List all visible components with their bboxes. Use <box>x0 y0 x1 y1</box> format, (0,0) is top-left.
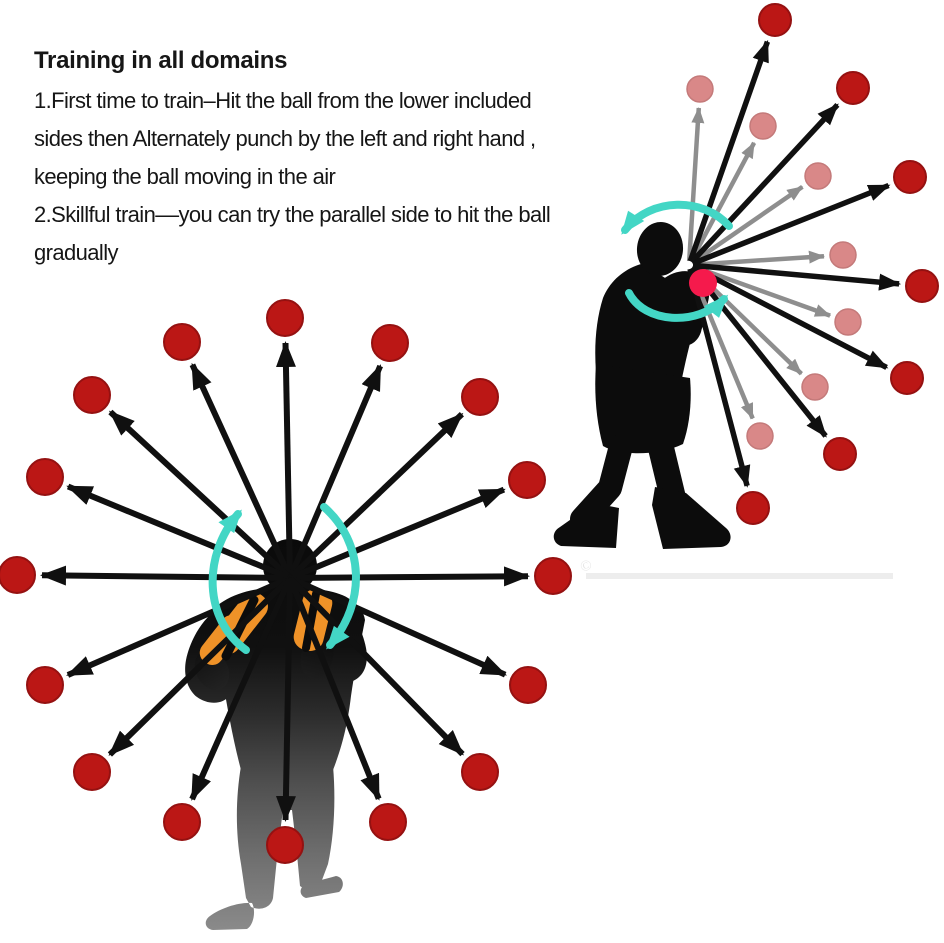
skilled-boxer-shorts <box>595 364 690 453</box>
skilled-crimson-layer <box>689 269 717 297</box>
skilled-boxer-back-boot <box>554 503 619 548</box>
reflex-ball-pink <box>805 163 831 189</box>
reflex-ball-dark-big <box>164 804 200 840</box>
reflex-ball-dark <box>759 4 791 36</box>
reflex-ball-dark <box>737 492 769 524</box>
reflex-ball-dark-big <box>27 667 63 703</box>
reflex-ball-dark-big <box>510 667 546 703</box>
reflex-ball-dark <box>824 438 856 470</box>
reflex-ball-dark-big <box>370 804 406 840</box>
reflex-ball-pink <box>835 309 861 335</box>
instruction-line: gradually <box>34 240 118 265</box>
reflex-ball-pink <box>747 423 773 449</box>
reflex-ball-dark-big <box>535 558 571 594</box>
reflex-ball-dark-big <box>509 462 545 498</box>
reflex-ball-dark-big <box>27 459 63 495</box>
reflex-ball-dark <box>891 362 923 394</box>
reflex-ball-dark <box>837 72 869 104</box>
reflex-ball-dark-big <box>267 827 303 863</box>
reflex-ball-pink <box>802 374 828 400</box>
reflex-ball-dark-big <box>164 324 200 360</box>
instructions-title: Training in all domains <box>34 47 288 74</box>
reflex-ball-pink <box>750 113 776 139</box>
instructions-block <box>34 44 634 272</box>
trajectory-arrow-dark-big <box>290 576 528 578</box>
instruction-line: sides then Alternately punch by the left and right hand , <box>34 126 536 151</box>
reflex-ball-dark-big <box>74 754 110 790</box>
instruction-line: 1.First time to train–Hit the ball from the lower included <box>34 88 532 113</box>
watermark <box>578 557 893 576</box>
reflex-ball-dark-big <box>74 377 110 413</box>
trajectory-arrow-dark-big <box>290 414 462 578</box>
reflex-ball-dark-big <box>462 379 498 415</box>
reflex-ball-dark <box>906 270 938 302</box>
instruction-line: keeping the ball moving in the air <box>34 164 336 189</box>
reflex-ball-pink <box>830 242 856 268</box>
reflex-ball-dark-big <box>0 557 35 593</box>
rotation-arrow-top-icon <box>625 205 729 230</box>
reflex-ball-dark-big <box>462 754 498 790</box>
trajectory-arrow-dark-big <box>42 575 290 578</box>
reflex-ball-dark <box>894 161 926 193</box>
reflex-ball-crimson <box>689 269 717 297</box>
skilled-pink-layer <box>687 76 861 449</box>
skilled-boxer-front-boot <box>652 487 731 549</box>
reflex-ball-pink <box>687 76 713 102</box>
watermark-glyph: © <box>578 557 595 576</box>
trajectory-arrow-dark-big <box>110 412 290 578</box>
instruction-line: 2.Skillful train––you can try the parallel side to hit the ball <box>34 202 551 227</box>
beginner-dark-layer <box>0 300 571 863</box>
reflex-ball-dark-big <box>267 300 303 336</box>
reflex-ball-dark-big <box>372 325 408 361</box>
